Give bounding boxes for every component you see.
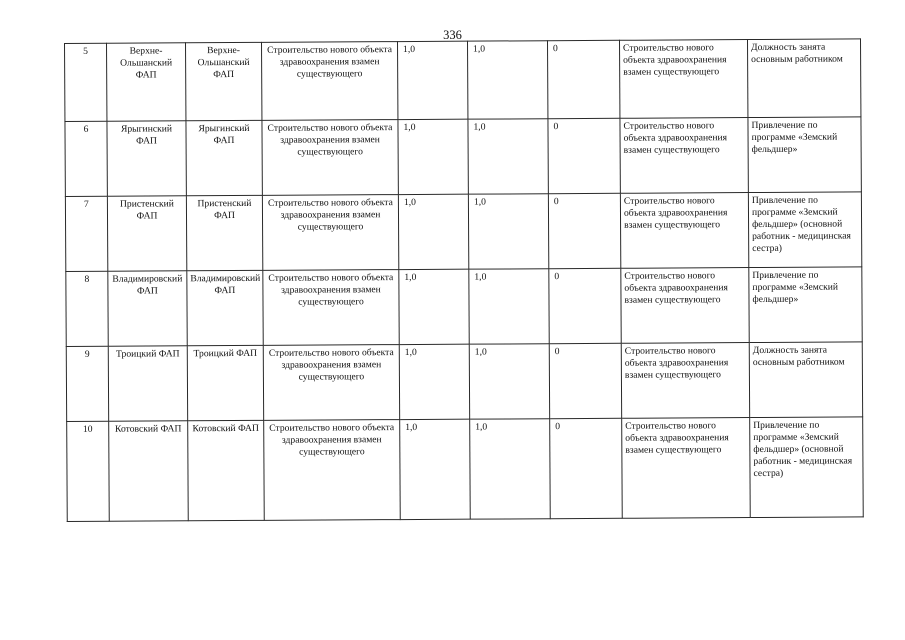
result-work: Строительство нового объекта здравоохранения взамен существующего [622,418,751,519]
table-row [65,39,861,122]
fap-name-repeat: Владимировский ФАП [187,270,263,345]
fap-name-repeat: Ярыгинский ФАП [186,120,262,195]
row-number: 6 [65,121,107,196]
fap-table [64,38,864,522]
page-number: 336 [443,28,462,42]
planned-work: Строительство нового объекта здравоохранения взамен существующего [263,270,399,346]
value-1: 1,0 [399,269,469,344]
value-1: 1,0 [400,419,471,519]
value-1: 1,0 [398,119,468,194]
staffing-note: Привлечение по программе «Земский фельдшер» [749,267,862,343]
planned-work: Строительство нового объекта здравоохранения взамен существующего [261,42,397,121]
value-2: 1,0 [469,269,549,344]
staffing-note: Привлечение по программе «Земский фельдшер» [748,117,861,193]
staffing-note: Должность занята основным работником [747,39,860,118]
value-2: 1,0 [469,344,549,419]
table-container [64,38,864,522]
staffing-note: Привлечение по программе «Земский фельдшер» (основной работник - медицинская сестра) [750,417,864,518]
row-number: 7 [65,196,107,271]
fap-name-repeat: Пристенский ФАП [186,195,262,270]
value-2: 1,0 [468,194,548,269]
table-row [66,267,862,347]
value-3: 0 [549,268,621,343]
planned-work: Строительство нового объекта здравоохранения взамен существующего [262,120,398,196]
value-2: 1,0 [470,419,551,519]
fap-name: Ярыгинский ФАП [107,121,186,196]
table-row [66,342,862,422]
planned-work: Строительство нового объекта здравоохранения взамен существующего [264,420,401,521]
value-3: 0 [549,343,621,418]
value-1: 1,0 [399,344,469,419]
value-3: 0 [548,193,620,268]
result-work: Строительство нового объекта здравоохранения взамен существующего [619,40,747,119]
value-3: 0 [550,418,623,518]
row-number: 9 [66,346,108,421]
result-work: Строительство нового объекта здравоохранения взамен существующего [620,118,748,194]
table-row [65,192,861,272]
table-row [67,417,864,522]
planned-work: Строительство нового объекта здравоохранения взамен существующего [262,195,398,271]
row-number: 10 [67,421,110,521]
value-1: 1,0 [398,194,468,269]
fap-name: Владимировский ФАП [108,271,187,346]
value-3: 0 [548,118,620,193]
fap-name: Верхне-Ольшанский ФАП [107,43,186,121]
table-row [65,117,861,197]
value-2: 1,0 [467,41,547,119]
result-work: Строительство нового объекта здравоохранения взамен существующего [620,193,748,269]
result-work: Строительство нового объекта здравоохранения взамен существующего [621,268,749,344]
staffing-note: Должность занята основным работником [749,342,862,418]
fap-name-repeat: Верхне-Ольшанский ФАП [186,42,262,120]
row-number: 5 [65,43,107,121]
fap-name: Котовский ФАП [109,421,189,521]
planned-work: Строительство нового объекта здравоохранения взамен существующего [263,345,399,421]
value-3: 0 [547,40,619,118]
row-number: 8 [66,271,108,346]
fap-name: Пристенский ФАП [107,196,186,271]
result-work: Строительство нового объекта здравоохранения взамен существующего [621,343,749,419]
fap-name-repeat: Троицкий ФАП [187,345,263,420]
value-1: 1,0 [397,41,467,119]
fap-name-repeat: Котовский ФАП [188,420,265,520]
fap-name: Троицкий ФАП [108,346,187,421]
staffing-note: Привлечение по программе «Земский фельдшер» (основной работник - медицинская сестра) [748,192,861,268]
value-2: 1,0 [468,119,548,194]
